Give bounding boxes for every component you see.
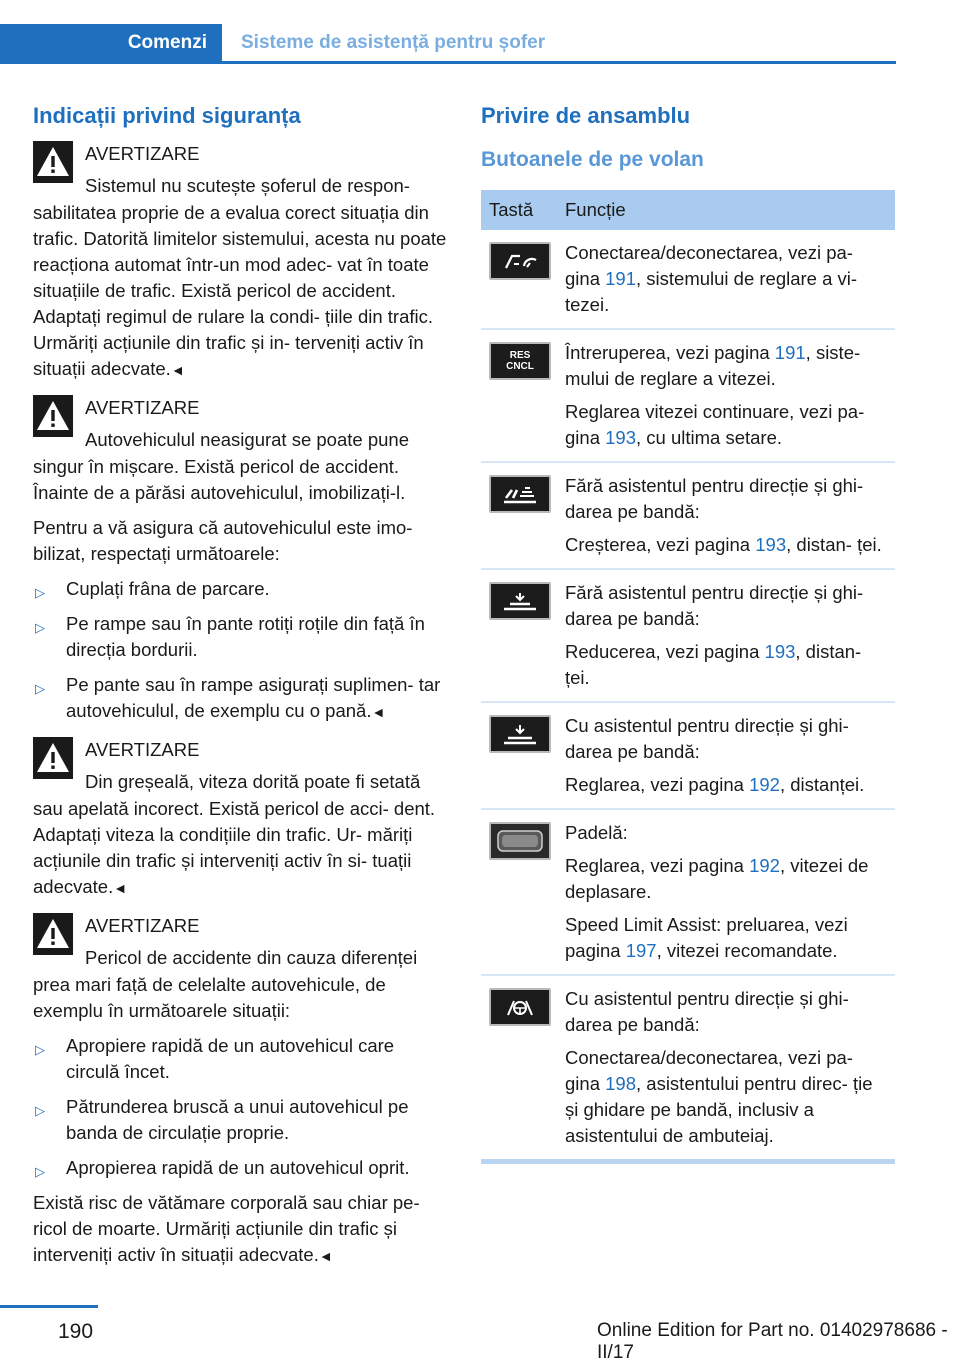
page-link[interactable]: 197 (625, 940, 657, 961)
warning-text-line: Sistemul nu scutește șoferul de respon- (85, 175, 410, 196)
triangle-bullet-icon: ▷ (35, 585, 45, 600)
table-header-key: Tastă (481, 190, 565, 230)
function-text: Reglarea, vezi pagina 192, vitezei de deplasare. (565, 855, 869, 902)
paragraph-immobilize: Pentru a vă asigura că autovehiculul este imo- bilizat, respectați următoarele: (33, 517, 413, 564)
table-row (481, 462, 895, 569)
paragraph-risk: Există risc de vătămare corporală sau chiar pe- ricol de moarte. Urmăriți acțiunile din trafic și interveniți activ în situații adecvate. (33, 1192, 420, 1265)
list-item: ▷ Pe rampe sau în pante rotiți roțile din față în direcția bordurii. (35, 613, 425, 660)
table-row (481, 329, 895, 462)
end-marker: ◄ (170, 362, 185, 378)
warning-text: sabilitatea proprie de a evalua corect situația din trafic. Datorită limitelor sistemului, acesta nu poate reacționa automat într-un mod adec- vat în toate situațiile de trafic. Există pericol de accident. Adaptați regimul de rulare la condi- țiile din trafic. Urmăriți acțiunile din trafic și in- terveniți activ în situații adecvate. (33, 202, 447, 379)
list-item: ▷ Cuplați frâna de parcare. (33, 576, 447, 602)
table-row (481, 230, 895, 329)
warning-text: prea mari față de celelalte autovehicule, de exemplu în următoarele situații: (33, 974, 386, 1021)
table-row (481, 569, 895, 702)
cruise-onoff-icon (489, 242, 551, 280)
page-link[interactable]: 193 (755, 534, 787, 555)
function-text: Cu asistentul pentru direcție și ghi- darea pe bandă: (565, 988, 849, 1035)
warning-triangle-icon (33, 395, 73, 437)
end-marker: ◄ (318, 1248, 333, 1264)
list-item: ▷ Apropierea rapidă de un autovehicul oprit. (33, 1155, 447, 1181)
section-title-safety: Indicații privind siguranța (33, 103, 301, 128)
warning-block-2 (33, 392, 447, 506)
function-text: Reducerea, vezi pagina 193, distan- ței. (565, 641, 862, 688)
warning-title: AVERTIZARE (85, 397, 200, 418)
triangle-bullet-icon: ▷ (35, 620, 45, 635)
function-text: Fără asistentul pentru direcție și ghi- darea pe bandă: (565, 475, 864, 522)
distance-adjust-icon (489, 715, 551, 753)
function-text: Întreruperea, vezi pagina 191, siste- mului de reglare a vitezei. (565, 342, 861, 389)
list-item: ▷ Apropiere rapidă de un autovehicul care circulă încet. (35, 1035, 395, 1082)
header-tab-active[interactable]: Comenzi (0, 24, 222, 61)
steering-assist-icon (489, 988, 551, 1026)
triangle-bullet-icon: ▷ (35, 1103, 45, 1118)
rocker-paddle-icon (489, 822, 551, 860)
warning-text-line: Din greșeală, viteza dorită poate fi setată (85, 771, 421, 792)
right-column (481, 98, 895, 1164)
page-link[interactable]: 192 (749, 774, 780, 795)
triangle-bullet-icon: ▷ (35, 1164, 45, 1179)
subsection-title-buttons: Butoanele de pe volan (481, 148, 704, 171)
bullet-list-1 (33, 576, 447, 725)
function-text: Speed Limit Assist: preluarea, vezi pagina 197, vitezei recomandate. (565, 914, 848, 961)
page-link[interactable]: 191 (605, 268, 636, 289)
res-cncl-icon: RES CNCL (489, 342, 551, 380)
header-tab-section[interactable]: Sisteme de asistență pentru șofer (241, 31, 546, 53)
function-text: Reglarea vitezei continuare, vezi pa- gina 193, cu ultima setare. (565, 401, 865, 448)
function-text: Creșterea, vezi pagina 193, distan- ței. (565, 534, 882, 555)
function-text: Padelă: (565, 822, 628, 843)
list-item: ▷ Pe pante sau în rampe asigurați suplimen- tar autovehiculul, de exemplu cu o pană.◄ (35, 674, 441, 721)
table-row (481, 809, 895, 975)
buttons-table (481, 190, 895, 1164)
warning-block-4 (33, 910, 447, 1024)
warning-title: AVERTIZARE (85, 739, 200, 760)
warning-triangle-icon (33, 913, 73, 955)
distance-decrease-icon (489, 582, 551, 620)
table-header-function: Funcție (565, 190, 895, 230)
page-link[interactable]: 191 (774, 342, 806, 363)
edition-text: Online Edition for Part no. 01402978686 - II/17 (597, 1320, 948, 1363)
header-rule (0, 61, 896, 64)
page-number: 190 (58, 1320, 94, 1343)
function-text: Conectarea/deconectarea, vezi pa- gina 198, asistentului pentru direc- ție și ghidare pe bandă, inclusiv a asistentului de ambuteiaj. (565, 1047, 873, 1146)
function-text: Conectarea/deconectarea, vezi pa- gina 191, sistemului de reglare a vi- tezei. (565, 242, 858, 315)
page-link[interactable]: 193 (764, 641, 796, 662)
function-text: Cu asistentul pentru direcție și ghi- darea pe bandă: (565, 715, 849, 762)
warning-block-3 (33, 734, 447, 901)
section-title-overview: Privire de ansamblu (481, 103, 691, 128)
page-link[interactable]: 192 (749, 855, 780, 876)
bullet-list-2 (33, 1033, 447, 1181)
table-row (481, 702, 895, 809)
function-text: Reglarea, vezi pagina 192, distanței. (565, 774, 865, 795)
warning-triangle-icon (33, 737, 73, 779)
function-text: Fără asistentul pentru direcție și ghi- darea pe bandă: (565, 582, 864, 629)
warning-title: AVERTIZARE (85, 143, 200, 164)
warning-triangle-icon (33, 141, 73, 183)
triangle-bullet-icon: ▷ (35, 1042, 45, 1057)
warning-text: singur în mișcare. Există pericol de accident. Înainte de a părăsi autovehiculul, imobilizați-l. (33, 456, 406, 503)
end-marker: ◄ (113, 880, 128, 896)
warning-text: sau apelată incorect. Există pericol de acci- dent. Adaptați viteza la condițiile din trafic. Ur- măriți acțiunile din trafic și interveniți activ în si- tuații adecvate. (33, 798, 436, 897)
triangle-bullet-icon: ▷ (35, 681, 45, 696)
list-item: ▷ Pătrunderea bruscă a unui autovehicul pe banda de circulație proprie. (35, 1096, 409, 1143)
table-header-row (481, 190, 895, 230)
table-row (481, 975, 895, 1162)
end-marker: ◄ (371, 704, 386, 720)
warning-text-line: Pericol de accidente din cauza diferenței (85, 947, 418, 968)
left-column (33, 98, 447, 1278)
warning-block-1 (33, 138, 447, 383)
page-link[interactable]: 198 (605, 1073, 636, 1094)
warning-text-line: Autovehiculul neasigurat se poate pune (85, 429, 409, 450)
warning-title: AVERTIZARE (85, 915, 200, 936)
distance-increase-icon (489, 475, 551, 513)
footer-rule (0, 1305, 98, 1308)
page-link[interactable]: 193 (605, 427, 636, 448)
